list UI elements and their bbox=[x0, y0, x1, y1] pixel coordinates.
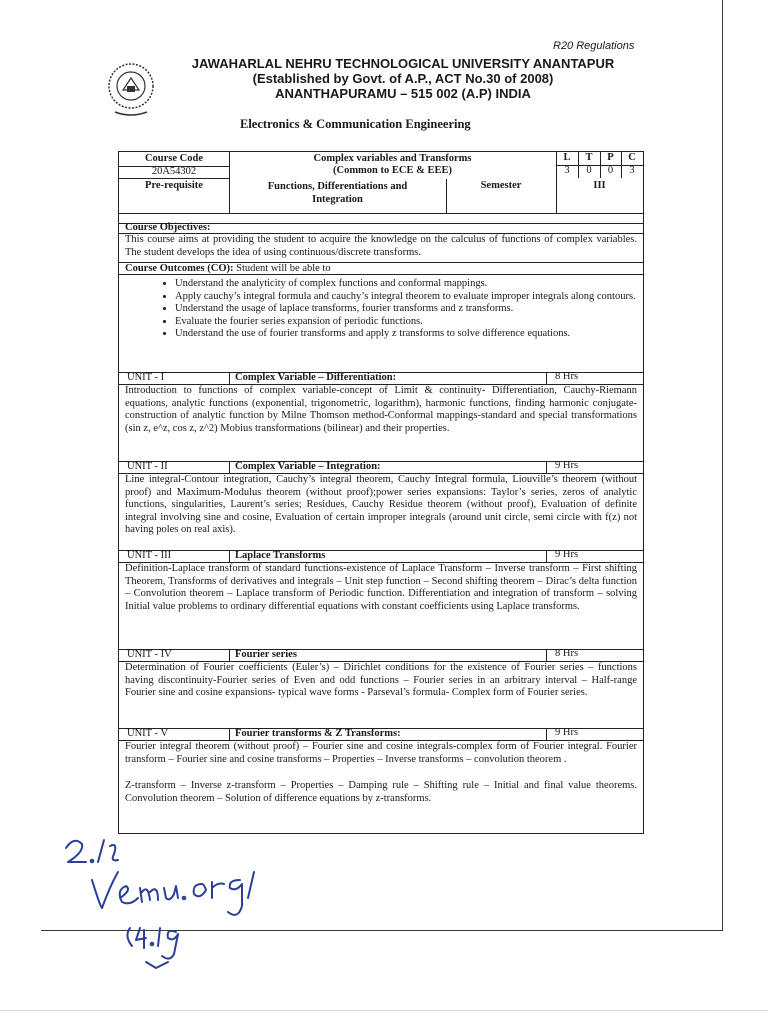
unit-5-hours: 9 Hrs bbox=[555, 727, 579, 738]
objectives-text: This course aims at providing the student to acquire the knowledge on the calculus of functions of complex variables. The student develops the idea of using continuous/discrete transforms. bbox=[125, 234, 637, 258]
course-code: 20A54302 bbox=[151, 166, 197, 177]
unit-1-title: Complex Variable – Differentiation: bbox=[235, 372, 397, 383]
course-title: Complex variables and Transforms bbox=[313, 153, 472, 164]
objectives-heading: Course Objectives: bbox=[125, 222, 211, 233]
unit-5-title: Fourier transforms & Z Transforms: bbox=[235, 728, 401, 739]
unit-2-title: Complex Variable – Integration: bbox=[235, 461, 381, 472]
regulation-label: R20 Regulations bbox=[553, 40, 635, 52]
unit-5-text: Fourier integral theorem (without proof) – Fourier sine and cosine integrals-complex form of Fourier integral. Fourier transform – Fourier sine and cosine transforms – Properties – Inverse transforms – convolution theorem . bbox=[125, 741, 637, 765]
outcomes-list bbox=[159, 278, 653, 341]
syllabus-table bbox=[118, 151, 644, 834]
outcome-item: • Understand the analyticity of complex functions and conformal mappings. bbox=[175, 278, 653, 291]
university-seal-icon bbox=[105, 62, 157, 120]
course-common-to: (Common to ECE & EEE) bbox=[332, 165, 452, 176]
unit-3-text: Definition-Laplace transform of standard functions-existence of Laplace Transform – Inverse transform – First shifting Theorem, Transforms of derivatives and integrals – Unit step function – Second shifting theorem – Dirac’s delta function – Convolution theorem – Laplace transform of Periodic function. Differentiation and integration of transform – solving Initial value problems to ordinary differential equations with constant coefficients using Laplace transforms. bbox=[125, 563, 637, 612]
semester-label: Semester bbox=[480, 180, 522, 191]
unit-2-hours: 9 Hrs bbox=[555, 460, 579, 471]
unit-4-text: Determination of Fourier coefficients (Euler’s) – Dirichlet conditions for the existence of Fourier series – functions having discontinuity-Fourier series of Even and odd functions – Fourier series in an arbitrary interval – Half-range Fourier sine and cosine expansions- typical wave forms - Parseval’s formula- Complex form of Fourier series. bbox=[125, 662, 637, 699]
prerequisite-line-1: Functions, Differentiations and bbox=[267, 181, 408, 192]
semester-value: III bbox=[593, 180, 606, 191]
outcomes-lead: Student will be able to bbox=[233, 263, 331, 274]
unit-5-label: UNIT - V bbox=[127, 728, 169, 739]
ltpc-value-l: 3 bbox=[564, 165, 570, 176]
ltpc-value-p: 0 bbox=[607, 165, 614, 176]
unit-3-title: Laplace Transforms bbox=[235, 550, 326, 561]
unit-4-hours: 8 Hrs bbox=[555, 648, 579, 659]
unit-3-hours: 9 Hrs bbox=[555, 549, 579, 560]
unit-2-label: UNIT - II bbox=[127, 461, 168, 472]
page-shadow-edge bbox=[0, 1010, 768, 1011]
unit-4-label: UNIT - IV bbox=[127, 649, 172, 660]
university-name: JAWAHARLAL NEHRU TECHNOLOGICAL UNIVERSITY ANANTAPUR bbox=[191, 56, 615, 71]
unit-4-title: Fourier series bbox=[235, 649, 297, 660]
prerequisite-line-2: Integration bbox=[312, 194, 363, 205]
established-line: (Established by Govt. of A.P., ACT No.30 of 2008) bbox=[252, 71, 554, 86]
unit-1-text: Introduction to functions of complex variable-concept of Limit & continuity- Differentiation, Cauchy-Riemann equations, analytic functions (exponential, trigonometric, logarithm), harmonic functions, finding harmonic conjugate-construction of analytic function by Milne Thomson method-Conformal mappings-standard and special transformations (sin z, e^z, cos z, z^2) Mobius transformations (bilinear) and their properties. bbox=[125, 385, 637, 434]
ltpc-header-l: L bbox=[563, 152, 571, 163]
outcomes-heading: Course Outcomes (CO): bbox=[125, 263, 234, 274]
course-code-label: Course Code bbox=[144, 153, 204, 164]
outcome-item: • Apply cauchy’s integral formula and cauchy’s integral theorem to evaluate improper integrals along contours. bbox=[175, 291, 653, 304]
outcome-item: • Understand the use of fourier transforms and apply z transforms to solve difference equations. bbox=[175, 328, 653, 341]
unit-5-text-2: Z-transform – Inverse z-transform – Properties – Damping rule – Shifting rule – Initial and final value theorems. Convolution theorem – Solution of difference equations by z-transforms. bbox=[125, 780, 637, 804]
outcomes-heading-row bbox=[125, 263, 331, 276]
university-address: ANANTHAPURAMU – 515 002 (A.P) INDIA bbox=[275, 86, 531, 101]
ltpc-value-c: 3 bbox=[629, 165, 635, 176]
unit-2-text: Line integral-Contour integration, Cauchy’s integral theorem, Cauchy Integral formula, Liouville’s theorem (without proof) and Maximum-Modulus theorem (without proof);power series expansions: Taylor’s series, zeros of analytic functions, singularities, Laurent’s series; Residues, Cauchy Residue theorem (without proof), Evaluation of definite integral involving sine and cosine, Evaluation of certain improper integrals (around unit circle, semi circle with f(z) not having poles on real axis). bbox=[125, 474, 637, 536]
handwritten-note-icon bbox=[52, 828, 272, 978]
ltpc-header-t: T bbox=[585, 152, 593, 163]
unit-1-hours: 8 Hrs bbox=[555, 371, 579, 382]
outcome-item: • Evaluate the fourier series expansion of periodic functions. bbox=[175, 316, 653, 329]
unit-3-label: UNIT - III bbox=[127, 550, 172, 561]
ltpc-header-p: P bbox=[607, 152, 614, 163]
ltpc-value-t: 0 bbox=[586, 165, 592, 176]
department-title: Electronics & Communication Engineering bbox=[240, 117, 471, 131]
ltpc-header-c: C bbox=[628, 152, 636, 163]
outcome-item: • Understand the usage of laplace transforms, fourier transforms and z transforms. bbox=[175, 303, 653, 316]
unit-1-label: UNIT - I bbox=[127, 372, 165, 383]
prerequisite-label: Pre-requisite bbox=[145, 180, 203, 191]
